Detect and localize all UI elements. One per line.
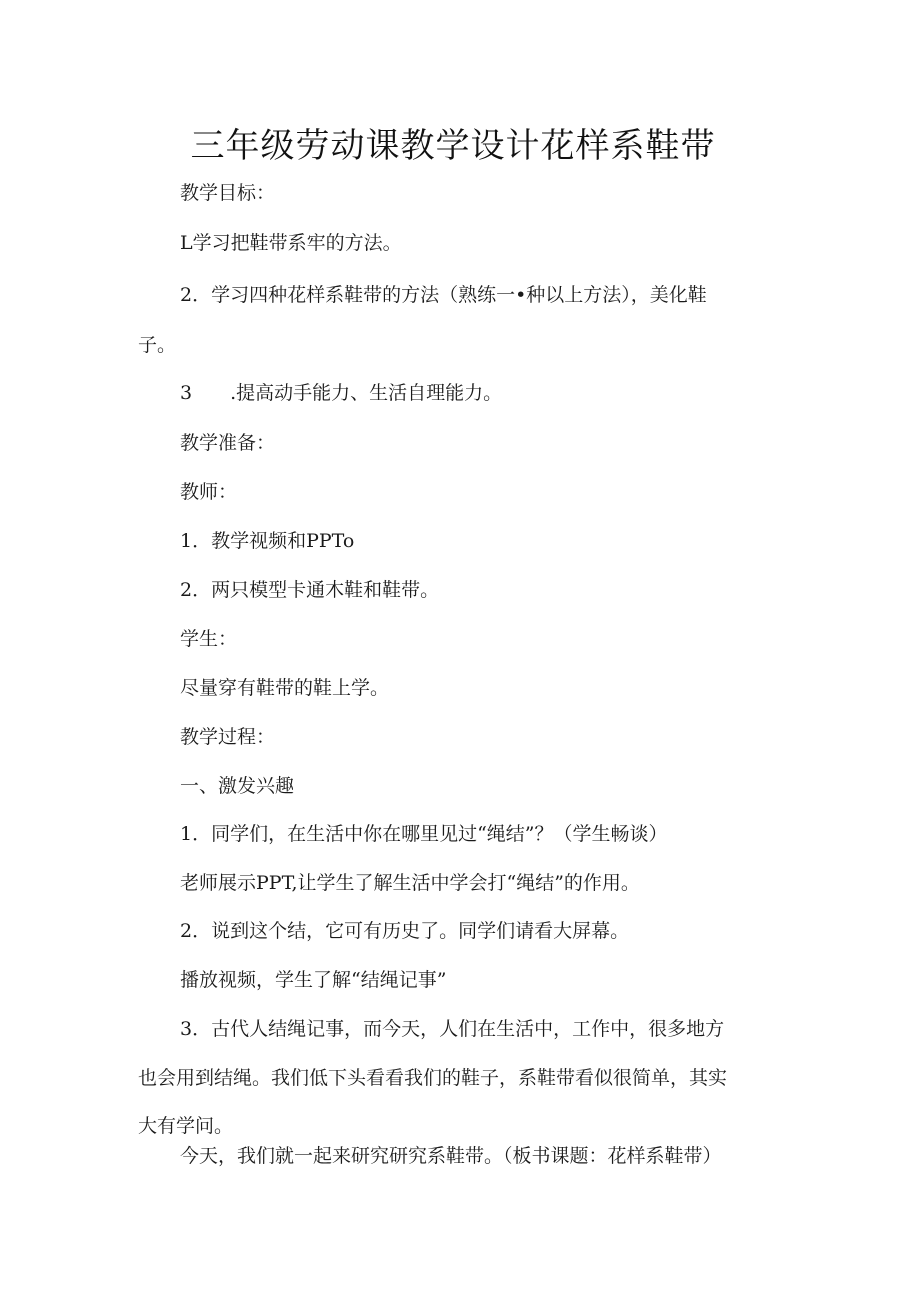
process-text-today: 今天，我们就一起来研究研究系鞋带。（板书课题：花样系鞋带） [180, 1145, 722, 1167]
process-item-2: 2．说到这个结，它可有历史了。同学们请看大屏幕。 [180, 920, 630, 942]
section-heading-1: 一、激发兴趣 [180, 775, 295, 797]
goal-item-3: 3 .提高动手能力、生活自理能力。 [180, 382, 503, 404]
process-item-3-cont-2: 大有学问。 [138, 1115, 234, 1137]
document-title: 三年级劳动课教学设计花样系鞋带 [190, 126, 716, 166]
goal-item-2: 2．学习四种花样系鞋带的方法（熟练一•种以上方法），美化鞋 [180, 284, 707, 306]
subheading-student: 学生： [180, 628, 238, 650]
student-prep-text: 尽量穿有鞋带的鞋上学。 [180, 677, 390, 699]
goal-item-2-cont: 子。 [138, 334, 177, 356]
process-text-video: 播放视频，学生了解“结绳记事” [180, 969, 447, 991]
prep-item-1: 1．教学视频和PPTo [180, 530, 355, 552]
process-item-1: 1．同学们，在生活中你在哪里见过“绳结”？（学生畅谈） [180, 823, 668, 845]
goal-item-1: L学习把鞋带系牢的方法。 [180, 232, 402, 254]
prep-item-2: 2．两只模型卡通木鞋和鞋带。 [180, 579, 440, 601]
heading-teaching-process: 教学过程： [180, 726, 276, 748]
process-item-3-cont-1: 也会用到结绳。我们低下头看看我们的鞋子，系鞋带看似很简单，其实 [138, 1067, 728, 1089]
heading-teaching-prep: 教学准备： [180, 432, 276, 454]
heading-teaching-goals: 教学目标： [180, 182, 276, 204]
process-text-ppt: 老师展示PPT,让学生了解生活中学会打“绳结”的作用。 [180, 872, 640, 894]
subheading-teacher: 教师： [180, 481, 238, 503]
process-item-3: 3．古代人结绳记事，而今天，人们在生活中，工作中，很多地方 [180, 1018, 725, 1040]
